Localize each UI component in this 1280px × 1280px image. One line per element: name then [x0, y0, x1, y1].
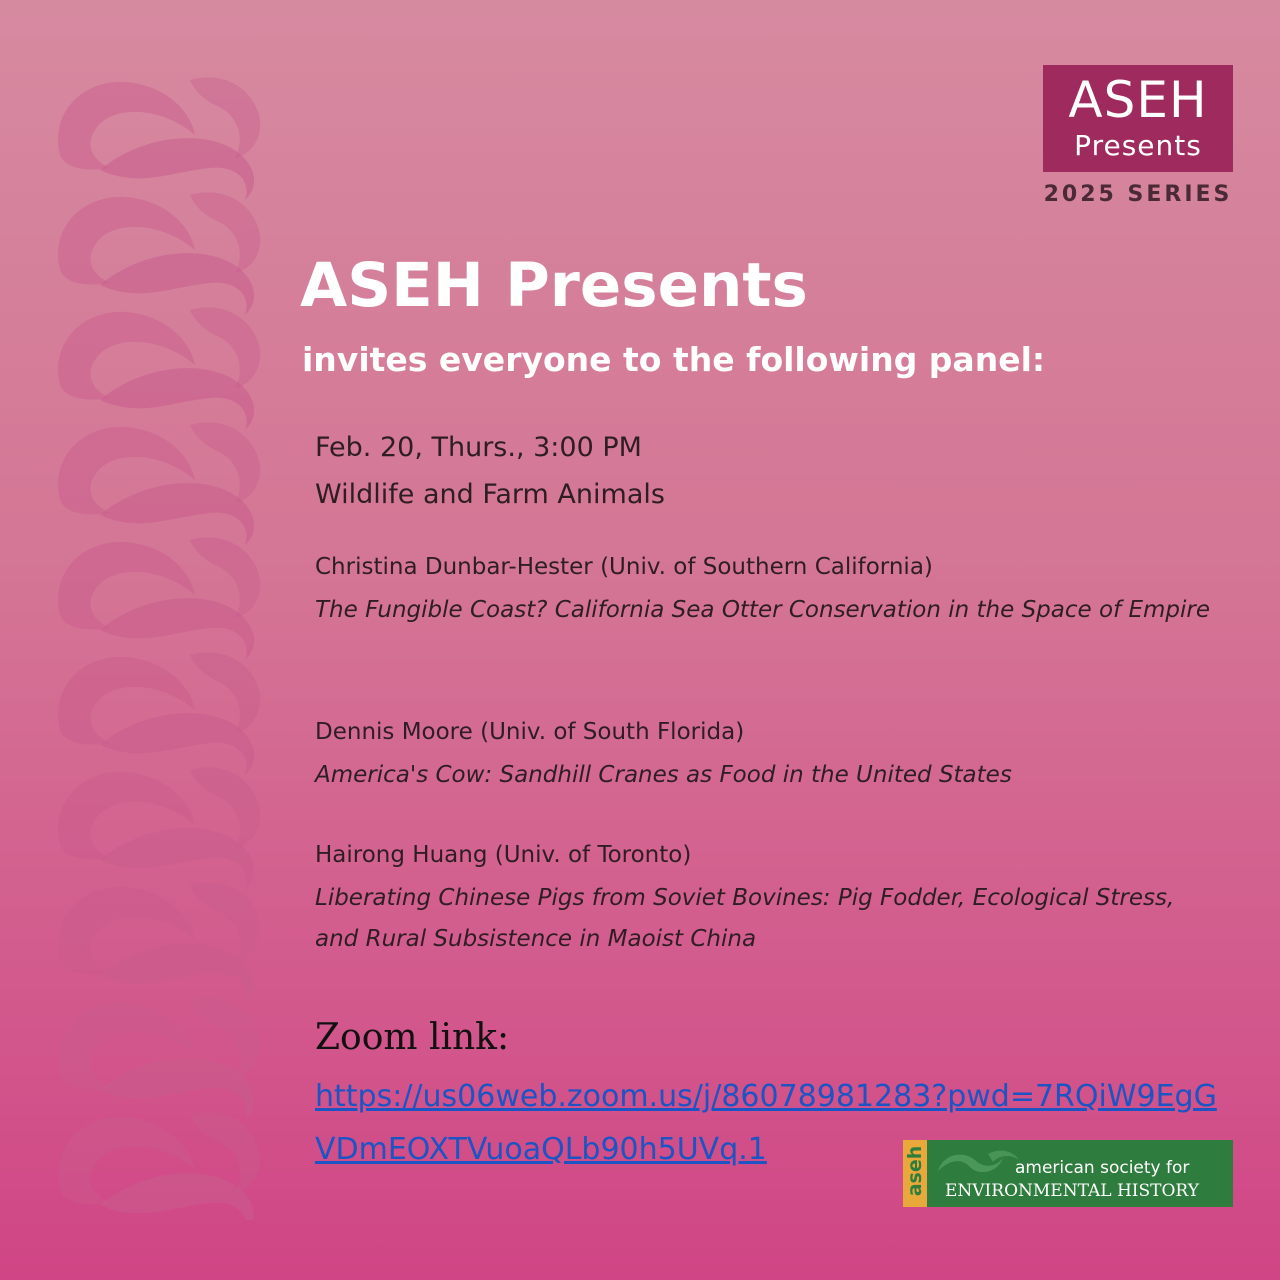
panelist-3-talk: Liberating Chinese Pigs from Soviet Bovines: Pig Fodder, Ecological Stress, and Rural Subsistence in Maoist China: [315, 885, 1175, 952]
panelist-1-speaker: Christina Dunbar-Hester (Univ. of Southern California): [315, 554, 933, 580]
logo-line-1: american society for: [1015, 1158, 1190, 1178]
event-date: Feb. 20, Thurs., 3:00 PM: [315, 432, 642, 463]
decorative-swirl-pattern: [40, 60, 280, 1220]
series-label: 2025 SERIES: [1043, 182, 1233, 207]
panelist-2-speaker: Dennis Moore (Univ. of South Florida): [315, 719, 745, 745]
aseh-presents-badge: [1043, 65, 1233, 172]
logo-swirl-icon: [933, 1146, 1023, 1178]
headline: ASEH Presents: [300, 250, 808, 321]
panelist-3-speaker: Hairong Huang (Univ. of Toronto): [315, 842, 692, 868]
event-topic: Wildlife and Farm Animals: [315, 479, 665, 510]
logo-line-2: ENVIRONMENTAL HISTORY: [945, 1181, 1199, 1201]
zoom-label: Zoom link:: [315, 1017, 510, 1058]
panelist-2-talk: America's Cow: Sandhill Cranes as Food in the United States: [315, 762, 1012, 788]
badge-subtitle: Presents: [1074, 129, 1202, 162]
badge-title: ASEH: [1068, 71, 1208, 129]
aseh-logo: [903, 1140, 1233, 1207]
panelist-1-talk: The Fungible Coast? California Sea Otter Conservation in the Space of Empire: [315, 597, 1210, 623]
zoom-link[interactable]: https://us06web.zoom.us/j/86078981283?pwd=7RQiW9EgGVDmEOXTVuoaQLb90h5UVq.1: [315, 1079, 1217, 1167]
subheadline: invites everyone to the following panel:: [302, 340, 1046, 379]
logo-aseh-text: aseh: [904, 1145, 926, 1197]
logo-side-bar: [903, 1140, 927, 1207]
